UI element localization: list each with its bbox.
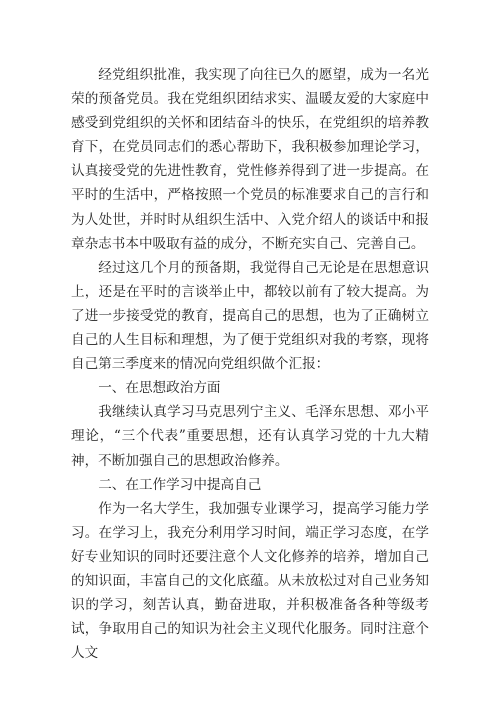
paragraph-work-study: 作为一名大学生，我加强专业课学习，提高学习能力学习。在学习上，我充分利用学习时间，端正学习态度，在学好专业知识的同时还要注意个人文化修养的培养，增加自己的知识面，丰富自己的文化底蕴。从未放松过对自己业务知识的学习，刻苦认真，勤奋进取，并积极准备各种等级考试，争取用自己的知识为社会主义现代化服务。同时注意个人文 bbox=[71, 500, 429, 662]
paragraph-intro: 经党组织批准，我实现了向往已久的愿望，成为一名光荣的预备党员。我在党组织团结求实、温暖友爱的大家庭中感受到党组织的关怀和团结奋斗的快乐，在党组织的培养教育下，在党员同志们的悉心帮助下，我积极参加理论学习，认真接受党的先进性教育，党性修养得到了进一步提高。在平时的生活中，严格按照一个党员的标准要求自己的言行和为人处世，并时时从组织生活中、入党介绍人的谈话中和报章杂志书本中吸取有益的成分，不断充实自己、完善自己。 bbox=[71, 67, 429, 252]
document-body bbox=[71, 63, 429, 665]
section-heading-political: 一、在思想政治方面 bbox=[98, 380, 221, 397]
paragraph-political: 我继续认真学习马克思列宁主义、毛泽东思想、邓小平理论，“三个代表”重要思想，还有认真学习党的十九大精神，不断加强自己的思想政治修养。 bbox=[71, 404, 429, 469]
paragraph-probation: 经过这几个月的预备期，我觉得自己无论是在思想意识上，还是在平时的言谈举止中，都较以前有了较大提高。为了进一步接受党的教育，提高自己的思想，也为了正确树立自己的人生目标和理想，为了便于党组织对我的考察，现将自己第三季度来的情况向党组织做个汇报： bbox=[71, 259, 429, 373]
section-heading-work-study: 二、在工作学习中提高自己 bbox=[98, 476, 262, 493]
